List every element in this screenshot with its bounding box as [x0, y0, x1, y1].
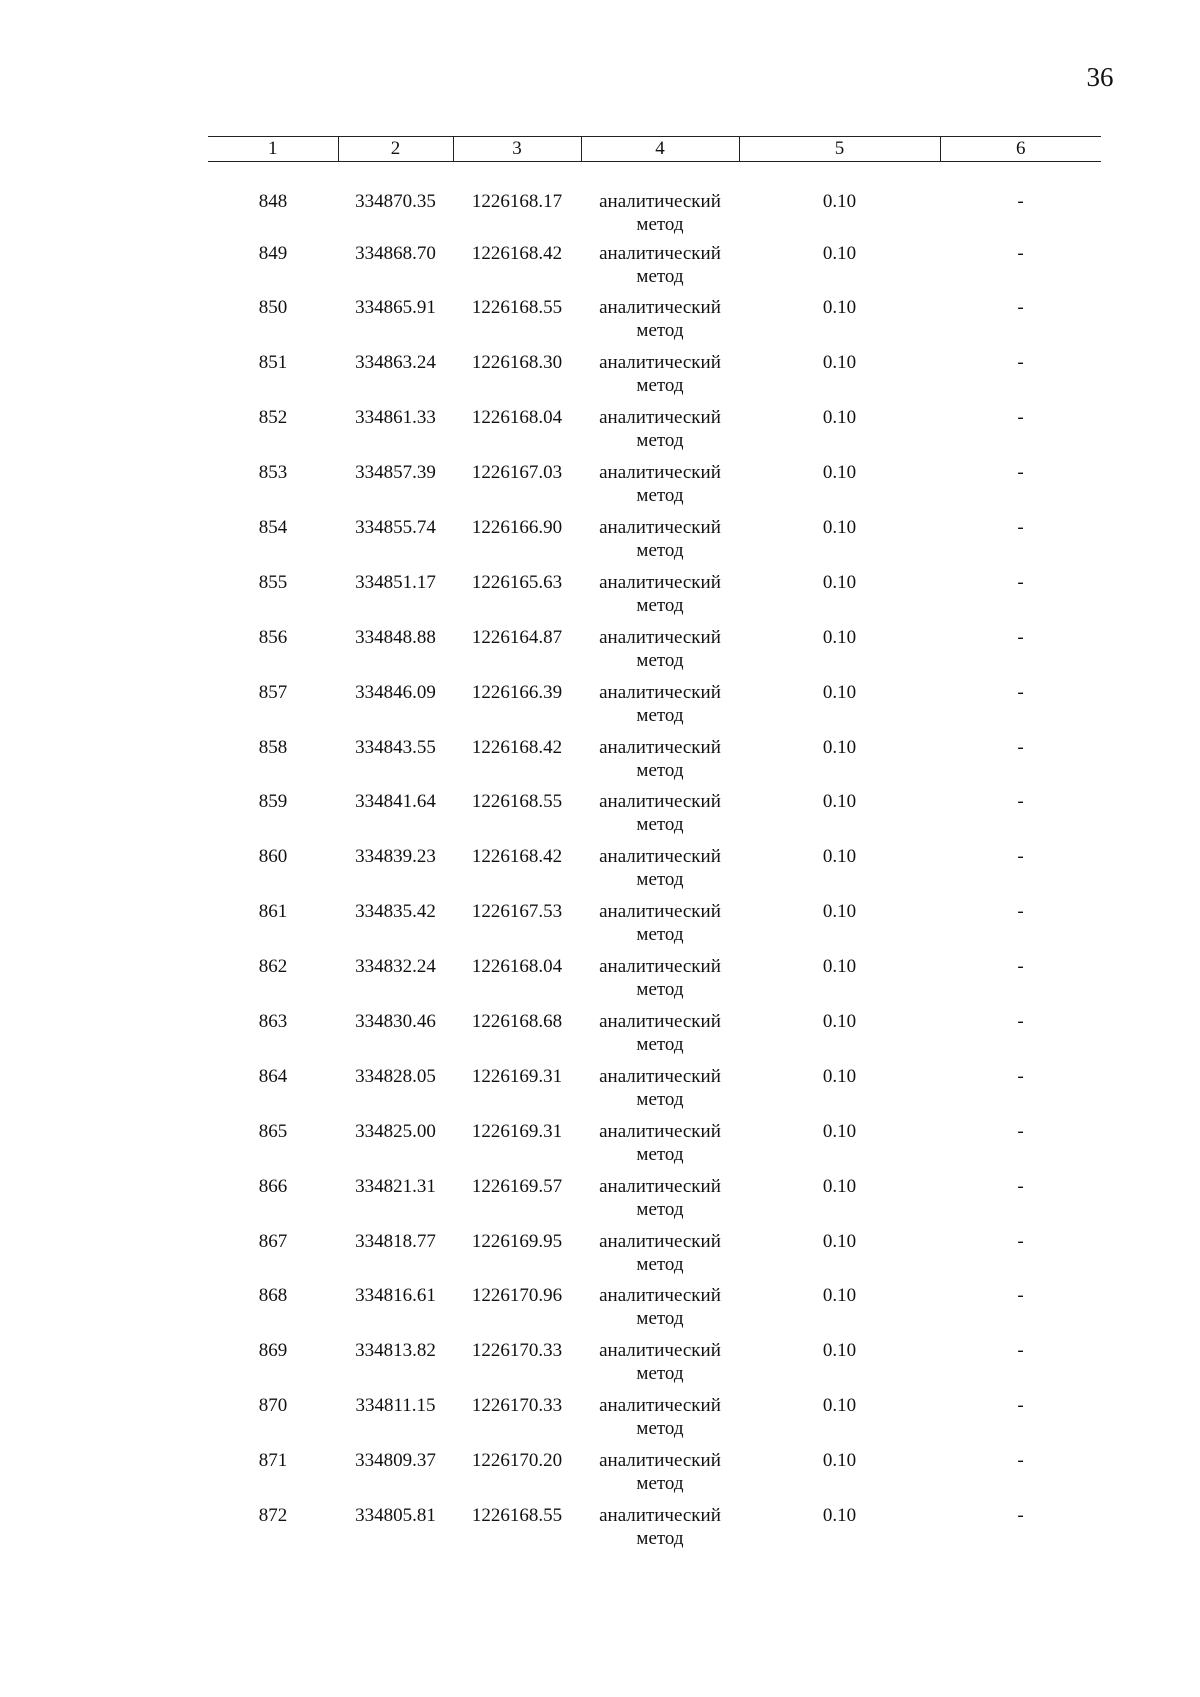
y-coordinate-cell: 1226168.55	[471, 791, 563, 813]
note-cell: -	[1017, 1340, 1024, 1362]
method-text: метод	[636, 704, 684, 726]
x-coordinate-cell: 334809.37	[355, 1450, 436, 1472]
x-coordinate-cell: 334805.81	[355, 1504, 436, 1526]
y-coordinate-cell: 1226168.04	[471, 407, 563, 429]
method-text: метод	[636, 214, 684, 235]
method-cell	[581, 845, 739, 900]
x-coordinate-cell: 334821.31	[355, 1175, 436, 1197]
y-coordinate-cell: 1226170.33	[471, 1395, 563, 1417]
precision-cell: 0.10	[822, 1175, 857, 1197]
point-number-cell: 855	[258, 571, 288, 593]
x-coordinate-cell: 334857.39	[355, 462, 436, 484]
x-coordinate-cell: 334813.82	[355, 1340, 436, 1362]
coordinates-table	[208, 136, 1101, 1559]
y-coordinate-cell: 1226166.39	[471, 681, 563, 703]
y-coordinate-cell: 1226168.42	[471, 846, 563, 868]
y-coordinate-cell: 1226168.04	[471, 956, 563, 978]
precision-cell: 0.10	[822, 1120, 857, 1142]
method-cell	[581, 1010, 739, 1065]
column-header-3: 3	[453, 137, 581, 162]
precision-cell: 0.10	[822, 1010, 857, 1032]
method-cell	[581, 1230, 739, 1285]
note-cell: -	[1017, 1065, 1024, 1087]
table-row	[208, 1339, 1101, 1394]
point-number-cell: 848	[258, 191, 288, 212]
table-row	[208, 1394, 1101, 1449]
point-number-cell: 862	[258, 956, 288, 978]
table-row	[208, 681, 1101, 736]
note-cell: -	[1017, 242, 1024, 264]
x-coordinate-cell: 334828.05	[355, 1065, 436, 1087]
point-number-cell: 857	[258, 681, 288, 703]
point-number-cell: 851	[258, 352, 288, 374]
method-text: метод	[636, 814, 684, 836]
note-cell: -	[1017, 1010, 1024, 1032]
method-text: аналитический	[599, 407, 721, 429]
precision-cell: 0.10	[822, 736, 857, 758]
method-cell	[581, 1175, 739, 1230]
method-cell	[581, 1120, 739, 1175]
note-cell: -	[1017, 626, 1024, 648]
point-number-cell: 861	[258, 901, 288, 923]
y-coordinate-cell: 1226164.87	[471, 626, 563, 648]
table-row	[208, 1284, 1101, 1339]
method-cell	[581, 1394, 739, 1449]
point-number-cell: 865	[258, 1120, 288, 1142]
point-number-cell: 863	[258, 1010, 288, 1032]
method-text: метод	[636, 979, 684, 1001]
method-text: аналитический	[599, 191, 721, 212]
y-coordinate-cell: 1226169.31	[471, 1120, 563, 1142]
method-text: аналитический	[599, 1230, 721, 1252]
method-text: аналитический	[599, 1450, 721, 1472]
note-cell: -	[1017, 1285, 1024, 1307]
method-cell	[581, 242, 739, 297]
table-row	[208, 845, 1101, 900]
x-coordinate-cell: 334846.09	[355, 681, 436, 703]
table-row	[208, 242, 1101, 297]
method-text: аналитический	[599, 462, 721, 484]
method-text: аналитический	[599, 1175, 721, 1197]
table-row	[208, 296, 1101, 351]
method-cell	[581, 681, 739, 736]
precision-cell: 0.10	[822, 1450, 857, 1472]
point-number-cell: 858	[258, 736, 288, 758]
x-coordinate-cell: 334848.88	[355, 626, 436, 648]
note-cell: -	[1017, 1175, 1024, 1197]
y-coordinate-cell: 1226168.42	[471, 242, 563, 264]
point-number-cell: 860	[258, 846, 288, 868]
table-row	[208, 1010, 1101, 1065]
table-row	[208, 1449, 1101, 1504]
method-text: аналитический	[599, 736, 721, 758]
point-number-cell: 849	[258, 242, 288, 264]
x-coordinate-cell: 334861.33	[355, 407, 436, 429]
note-cell: -	[1017, 462, 1024, 484]
x-coordinate-cell: 334832.24	[355, 956, 436, 978]
table-row	[208, 1065, 1101, 1120]
y-coordinate-cell: 1226168.68	[471, 1010, 563, 1032]
table-row	[208, 1175, 1101, 1230]
precision-cell: 0.10	[822, 1065, 857, 1087]
y-coordinate-cell: 1226168.30	[471, 352, 563, 374]
note-cell: -	[1017, 297, 1024, 319]
column-header-6: 6	[940, 137, 1101, 162]
point-number-cell: 850	[258, 297, 288, 319]
method-cell	[581, 461, 739, 516]
method-text: аналитический	[599, 1285, 721, 1307]
table-row	[208, 955, 1101, 1010]
precision-cell: 0.10	[822, 846, 857, 868]
y-coordinate-cell: 1226168.55	[471, 1504, 563, 1526]
method-text: метод	[636, 1143, 684, 1165]
table-row	[208, 461, 1101, 516]
precision-cell: 0.10	[822, 571, 857, 593]
method-text: аналитический	[599, 571, 721, 593]
table-row	[208, 790, 1101, 845]
table-row	[208, 162, 1101, 242]
method-text: аналитический	[599, 1395, 721, 1417]
x-coordinate-cell: 334843.55	[355, 736, 436, 758]
method-text: аналитический	[599, 1120, 721, 1142]
method-text: метод	[636, 1088, 684, 1110]
method-cell	[581, 1284, 739, 1339]
method-cell	[581, 1339, 739, 1394]
method-cell	[581, 1504, 739, 1559]
method-text: метод	[636, 759, 684, 781]
y-coordinate-cell: 1226168.17	[471, 191, 563, 212]
precision-cell: 0.10	[822, 791, 857, 813]
x-coordinate-cell: 334870.35	[355, 191, 436, 212]
point-number-cell: 852	[258, 407, 288, 429]
x-coordinate-cell: 334839.23	[355, 846, 436, 868]
header-row	[208, 137, 1101, 162]
point-number-cell: 867	[258, 1230, 288, 1252]
method-text: метод	[636, 1363, 684, 1385]
x-coordinate-cell: 334863.24	[355, 352, 436, 374]
point-number-cell: 868	[258, 1285, 288, 1307]
method-text: метод	[636, 265, 684, 287]
method-text: метод	[636, 594, 684, 616]
point-number-cell: 866	[258, 1175, 288, 1197]
table-row	[208, 736, 1101, 791]
note-cell: -	[1017, 1395, 1024, 1417]
note-cell: -	[1017, 1504, 1024, 1526]
note-cell: -	[1017, 1450, 1024, 1472]
note-cell: -	[1017, 846, 1024, 868]
method-cell	[581, 1065, 739, 1120]
table-row	[208, 900, 1101, 955]
method-cell	[581, 1449, 739, 1504]
method-cell	[581, 162, 739, 242]
column-header-1: 1	[208, 137, 338, 162]
x-coordinate-cell: 334855.74	[355, 516, 436, 538]
point-number-cell: 853	[258, 462, 288, 484]
column-header-4: 4	[581, 137, 739, 162]
method-text: метод	[636, 1418, 684, 1440]
note-cell: -	[1017, 407, 1024, 429]
method-text: аналитический	[599, 1065, 721, 1087]
precision-cell: 0.10	[822, 1504, 857, 1526]
method-cell	[581, 516, 739, 571]
method-text: аналитический	[599, 297, 721, 319]
note-cell: -	[1017, 736, 1024, 758]
method-cell	[581, 790, 739, 845]
table-row	[208, 516, 1101, 571]
method-text: метод	[636, 375, 684, 397]
method-text: метод	[636, 1527, 684, 1549]
precision-cell: 0.10	[822, 901, 857, 923]
method-text: метод	[636, 1473, 684, 1495]
method-text: метод	[636, 1308, 684, 1330]
x-coordinate-cell: 334868.70	[355, 242, 436, 264]
precision-cell: 0.10	[822, 626, 857, 648]
method-cell	[581, 351, 739, 406]
table-row	[208, 351, 1101, 406]
table-row	[208, 1120, 1101, 1175]
y-coordinate-cell: 1226169.31	[471, 1065, 563, 1087]
method-text: аналитический	[599, 956, 721, 978]
method-text: аналитический	[599, 242, 721, 264]
method-cell	[581, 736, 739, 791]
precision-cell: 0.10	[822, 462, 857, 484]
method-text: аналитический	[599, 681, 721, 703]
precision-cell: 0.10	[822, 1285, 857, 1307]
point-number-cell: 854	[258, 516, 288, 538]
table-row	[208, 406, 1101, 461]
point-number-cell: 869	[258, 1340, 288, 1362]
column-header-2: 2	[338, 137, 453, 162]
method-text: метод	[636, 869, 684, 891]
table-row	[208, 1230, 1101, 1285]
point-number-cell: 870	[258, 1395, 288, 1417]
precision-cell: 0.10	[822, 1340, 857, 1362]
y-coordinate-cell: 1226170.20	[471, 1450, 563, 1472]
x-coordinate-cell: 334851.17	[355, 571, 436, 593]
y-coordinate-cell: 1226169.95	[471, 1230, 563, 1252]
precision-cell: 0.10	[822, 956, 857, 978]
x-coordinate-cell: 334841.64	[355, 791, 436, 813]
table-row	[208, 571, 1101, 626]
x-coordinate-cell: 334865.91	[355, 297, 436, 319]
precision-cell: 0.10	[822, 1395, 857, 1417]
method-text: аналитический	[599, 846, 721, 868]
note-cell: -	[1017, 571, 1024, 593]
note-cell: -	[1017, 681, 1024, 703]
precision-cell: 0.10	[822, 681, 857, 703]
method-cell	[581, 571, 739, 626]
note-cell: -	[1017, 901, 1024, 923]
x-coordinate-cell: 334835.42	[355, 901, 436, 923]
precision-cell: 0.10	[822, 297, 857, 319]
precision-cell: 0.10	[822, 191, 857, 212]
method-text: метод	[636, 539, 684, 561]
method-text: метод	[636, 1198, 684, 1220]
method-cell	[581, 626, 739, 681]
note-cell: -	[1017, 791, 1024, 813]
table-row	[208, 626, 1101, 681]
note-cell: -	[1017, 1230, 1024, 1252]
point-number-cell: 871	[258, 1450, 288, 1472]
note-cell: -	[1017, 1120, 1024, 1142]
note-cell: -	[1017, 352, 1024, 374]
method-text: метод	[636, 924, 684, 946]
method-text: аналитический	[599, 1340, 721, 1362]
method-text: аналитический	[599, 1010, 721, 1032]
point-number-cell: 864	[258, 1065, 288, 1087]
column-header-5: 5	[739, 137, 940, 162]
y-coordinate-cell: 1226169.57	[471, 1175, 563, 1197]
table-row	[208, 1504, 1101, 1559]
method-text: метод	[636, 320, 684, 342]
y-coordinate-cell: 1226167.53	[471, 901, 563, 923]
note-cell: -	[1017, 516, 1024, 538]
method-text: аналитический	[599, 626, 721, 648]
method-text: аналитический	[599, 1504, 721, 1526]
method-cell	[581, 900, 739, 955]
point-number-cell: 859	[258, 791, 288, 813]
method-text: аналитический	[599, 901, 721, 923]
method-cell	[581, 296, 739, 351]
method-text: метод	[636, 1253, 684, 1275]
y-coordinate-cell: 1226168.55	[471, 297, 563, 319]
method-text: аналитический	[599, 516, 721, 538]
precision-cell: 0.10	[822, 516, 857, 538]
y-coordinate-cell: 1226170.96	[471, 1285, 563, 1307]
precision-cell: 0.10	[822, 242, 857, 264]
note-cell: -	[1017, 191, 1024, 212]
method-text: аналитический	[599, 791, 721, 813]
point-number-cell: 856	[258, 626, 288, 648]
y-coordinate-cell: 1226170.33	[471, 1340, 563, 1362]
y-coordinate-cell: 1226168.42	[471, 736, 563, 758]
x-coordinate-cell: 334811.15	[355, 1395, 436, 1417]
point-number-cell: 872	[258, 1504, 288, 1526]
precision-cell: 0.10	[822, 1230, 857, 1252]
y-coordinate-cell: 1226167.03	[471, 462, 563, 484]
precision-cell: 0.10	[822, 407, 857, 429]
method-text: аналитический	[599, 352, 721, 374]
page-number: 36	[1086, 62, 1114, 92]
method-cell	[581, 955, 739, 1010]
precision-cell: 0.10	[822, 352, 857, 374]
method-text: метод	[636, 430, 684, 452]
table-body	[208, 162, 1101, 1559]
x-coordinate-cell: 334818.77	[355, 1230, 436, 1252]
note-cell: -	[1017, 956, 1024, 978]
x-coordinate-cell: 334816.61	[355, 1285, 436, 1307]
method-text: метод	[636, 1033, 684, 1055]
table-header	[208, 137, 1101, 162]
method-text: метод	[636, 649, 684, 671]
method-text: метод	[636, 485, 684, 507]
y-coordinate-cell: 1226165.63	[471, 571, 563, 593]
method-cell	[581, 406, 739, 461]
x-coordinate-cell: 334830.46	[355, 1010, 436, 1032]
y-coordinate-cell: 1226166.90	[471, 516, 563, 538]
x-coordinate-cell: 334825.00	[355, 1120, 436, 1142]
